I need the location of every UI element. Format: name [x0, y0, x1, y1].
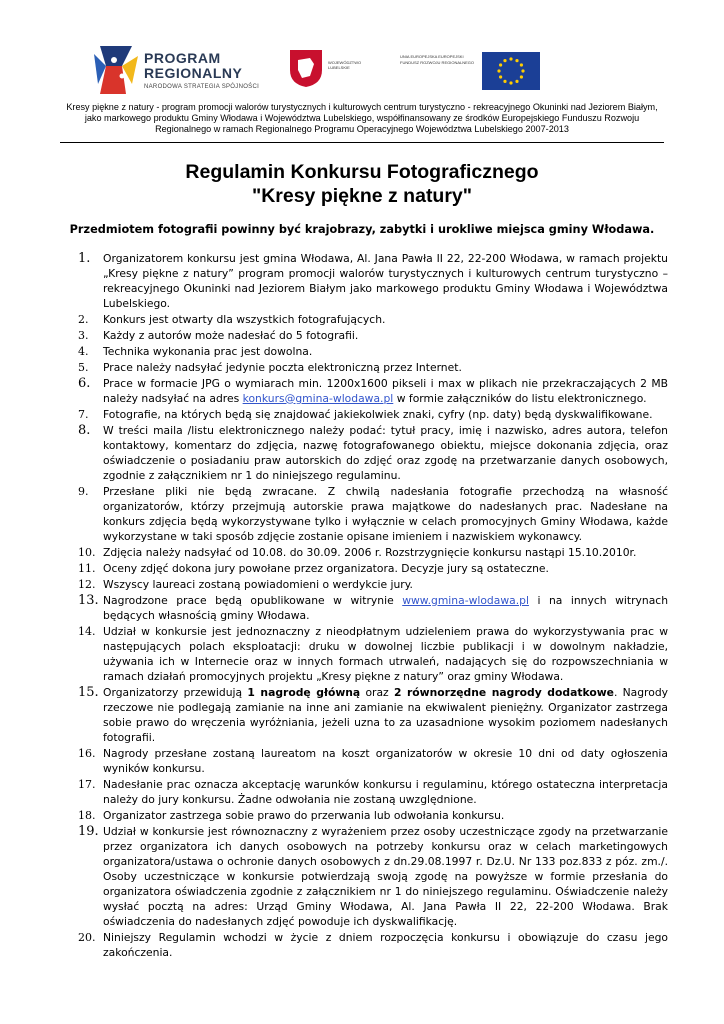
- rule-text: Prace w formacie JPG o wymiarach min. 1200x1600 pikseli i max w plikach nie przekraczających 2 MB należy nadsyłać na adres: [103, 376, 668, 405]
- rule-text: Organizatorzy przewidują: [103, 685, 248, 699]
- rule-text: Fotografie, na których będą się znajdować jakiekolwiek znaki, cyfry (np. daty) będą dyskwalifikowane.: [103, 407, 653, 421]
- rule-text: oraz: [360, 685, 394, 699]
- lubelskie-logo: [288, 48, 388, 92]
- rule-item: [78, 746, 668, 776]
- eu-logo: [400, 48, 540, 92]
- main-prize-text: 1 nagrodę główną: [247, 685, 361, 699]
- rule-number: 5.: [78, 360, 89, 374]
- rule-number: 18.: [78, 808, 96, 822]
- rule-text: Nagrody przesłane zostaną laureatom na koszt organizatorów w okresie 10 dni od daty ogłoszenia wyników konkursu.: [103, 746, 668, 776]
- rule-number: 2.: [78, 313, 89, 327]
- lubelskie-logo-text: WOJEWÓDZTWO LUBELSKIE: [328, 60, 362, 70]
- rule-text: Udział w konkursie jest równoznaczny z wyrażeniem przez osoby uczestniczące zgody na przetwarzanie przez organizatora ich danych osobowych na potrzeby konkursu oraz w celach marketingowych organizatora/ustawa o ochronie danych osobowych z dn.29.08.1997 r. Dz.U. Nr 133 poz.833 z póz. zm./. Osoby uczestniczące w konkursie potwierdzają swoją zgodę na powyższe w formie przesłania do organizatora oświadczenia zgodnie z załącznikiem nr 1 do niniejszego regulaminu. Oświadczenie należy wysłać pocztą na adres: Urząd Gminy Włodawa, Al. Jana Pawła II 22, 22-200 Włodawa. Brak oświadczenia do nadesłanych zdjęć powoduje ich dyskwalifikację.: [103, 824, 668, 929]
- rule-text: . Nagrody rzeczowe nie podlegają zamianie na inne ani zamianie na ekwiwalent pieniężny. Organizator zastrzega sobie prawo do wręczenia wyróżniania, jeżeli uzna to za uzasadnione wysokim poziomem nadesłanych fotografii.: [103, 685, 669, 745]
- rule-item: [78, 777, 668, 807]
- rule-text: i na innych witrynach będących własnością gminy Włodawa.: [103, 593, 669, 622]
- rule-text: Prace należy nadsyłać jedynie poczta elektroniczną przez Internet.: [103, 360, 462, 374]
- rule-number: 9.: [78, 484, 89, 498]
- gmina-website-link[interactable]: www.gmina-wlodawa.pl: [402, 593, 529, 607]
- rule-text: Oceny zdjęć dokona jury powołane przez organizatora. Decyzje jury są ostateczne.: [103, 561, 549, 575]
- program-regionalny-mark-icon: [92, 44, 140, 96]
- rule-number: 6.: [78, 375, 91, 391]
- program-regionalny-logo: [92, 44, 282, 96]
- rule-text: Konkurs jest otwarty dla wszystkich fotografujących.: [103, 313, 386, 327]
- header-divider: [60, 142, 664, 143]
- rule-item: [78, 423, 668, 483]
- rule-number: 10.: [78, 545, 96, 559]
- rule-text: Każdy z autorów może nadesłać do 5 fotografii.: [103, 329, 359, 343]
- rule-text: Wszyscy laureaci zostaną powiadomieni o werdykcie jury.: [103, 577, 413, 591]
- rule-item: [78, 360, 668, 375]
- rule-item: [78, 808, 668, 823]
- additional-prizes-text: 2 równorzędne nagrody dodatkowe: [393, 685, 614, 699]
- rule-item: [78, 930, 668, 960]
- rule-item: [78, 824, 668, 930]
- program-logo-line3: NARODOWA STRATEGIA SPÓJNOŚCI: [144, 84, 260, 90]
- rule-number: 16.: [78, 746, 96, 760]
- rule-number: 3.: [78, 329, 89, 343]
- rule-number: 14.: [78, 624, 96, 638]
- rule-number: 7.: [78, 407, 89, 421]
- intro-statement: Przedmiotem fotografii powinny być krajobrazy, zabytki i urokliwe miejsca gminy Włodawa.: [69, 223, 655, 236]
- rule-item: [78, 344, 668, 359]
- rule-text: w formie załączników do listu elektronicznego.: [393, 391, 647, 405]
- rule-text: Organizator zastrzega sobie prawo do przerwania lub odwołania konkursu.: [103, 808, 505, 822]
- rule-text: Organizatorem konkursu jest gmina Włodawa, Al. Jana Pawła II 22, 22-200 Włodawa, w ramach projektu „Kresy piękne z natury” program promocji walorów turystycznych i kulturowych centrum turystyczno – rekreacyjnego Okuninki nad Jeziorem Białym jako markowego produktu Gminy Włodawa i Województwa Lubelskiego.: [103, 252, 668, 311]
- rule-item: [78, 561, 668, 576]
- rule-item: [78, 328, 668, 343]
- contest-email-link[interactable]: konkurs@gmina-wlodawa.pl: [242, 391, 394, 405]
- rule-number: 17.: [78, 777, 96, 791]
- eu-flag-icon: [482, 52, 540, 90]
- rule-number: 19.: [78, 823, 99, 839]
- rule-text: Niniejszy Regulamin wchodzi w życie z dniem rozpoczęcia konkursu i obowiązuje do czasu jego zakończenia.: [103, 931, 668, 960]
- document-title: Regulamin Konkursu Fotograficznego: [185, 161, 539, 183]
- lubelskie-crest-icon: [288, 48, 324, 88]
- rule-item: [78, 685, 668, 745]
- rule-number: 12.: [78, 577, 96, 591]
- rule-item: [78, 577, 668, 592]
- rule-item: [78, 251, 668, 311]
- rule-number: 11.: [78, 561, 96, 575]
- rule-item: [78, 545, 668, 560]
- rule-text: Nadesłanie prac oznacza akceptację warunków konkursu i regulaminu, którego ostateczna interpretacja należy do jury konkursu. Żadne odwołania nie zostaną uwzględnione.: [103, 777, 668, 807]
- rule-item: [78, 312, 668, 327]
- rule-number: 20.: [78, 931, 96, 945]
- rules-list: [78, 251, 668, 961]
- rule-text: Udział w konkursie jest jednoznaczny z nieodpłatnym udzieleniem prawa do wykorzystywania prac w następujących polach eksploatacji: druku w dowolnej liczbie publikacji i w dowolnym nakładzie, używania ich w Internecie oraz w innych formach utrwaleń, nadających się do rozpowszechniania w ramach działań promocyjnych projektu „Kresy piękne z natury” oraz gminy Włodawa.: [103, 624, 668, 683]
- document-subtitle: "Kresy piękne z natury": [251, 185, 473, 207]
- rule-item: [78, 484, 668, 544]
- rule-number: 4.: [78, 344, 89, 358]
- rule-number: 15.: [78, 684, 99, 700]
- rule-text: Technika wykonania prac jest dowolna.: [103, 344, 313, 358]
- rule-item: [78, 376, 668, 406]
- rule-number: 1.: [78, 251, 91, 266]
- rule-text: W treści maila /listu elektronicznego należy podać: tytuł pracy, imię i nazwisko, adres autora, telefon kontaktowy, komentarz do zdjęcia, nazwę fotografowanego obiektu, miejsce dokonania zdjęcia, oraz oświadczenie o posiadaniu praw autorskich do zdjęć oraz zgodę na przetwarzanie danych osobowych, zgodnie z załącznikiem nr 1 do niniejszego regulaminu.: [103, 423, 668, 482]
- rule-text: Zdjęcia należy nadsyłać od 10.08. do 30.09. 2006 r. Rozstrzygnięcie konkursu nastąpi 15.10.2010r.: [103, 545, 637, 559]
- rule-item: [78, 624, 668, 684]
- rule-text: Przesłane pliki nie będą zwracane. Z chwilą nadesłania fotografie przechodzą na własność organizatorów, którzy przejmują autorskie prawa majątkowe do nadesłanych prac. Nadesłane na konkurs zdjęcia będą wykorzystywane tylko i wyłącznie w celach promocyjnych Gminy Włodawa, każde wykorzystane w taki sposób zdjęcie zostanie opisane imieniem i nazwiskiem wykonawcy.: [103, 484, 668, 544]
- rule-text: Nagrodzone prace będą opublikowane w witrynie: [103, 593, 403, 607]
- rule-number: 8.: [78, 422, 91, 438]
- program-logo-line1: PROGRAM: [144, 50, 221, 66]
- project-funding-note: Kresy piękne z natury - program promocji walorów turystycznych i kulturowych centrum turystyczno - rekreacyjnego Okuninki nad Jeziorem Białym, jako markowego produktu Gminy Włodawa i Województwa Lubelskiego, współfinansowany ze środków Europejskiego Funduszu Rozwoju Regionalnego w ramach Regionalnego Programu Operacyjnego Województwa Lubelskiego 2007-2013: [66, 102, 658, 134]
- logo-bar: [0, 42, 724, 94]
- eu-logo-text: UNIA EUROPEJSKA EUROPEJSKI FUNDUSZ ROZWOJU REGIONALNEGO: [400, 54, 475, 65]
- rule-number: 13.: [78, 592, 99, 608]
- program-logo-line2: REGIONALNY: [144, 65, 243, 81]
- rule-item: [78, 407, 668, 422]
- rule-item: [78, 593, 668, 623]
